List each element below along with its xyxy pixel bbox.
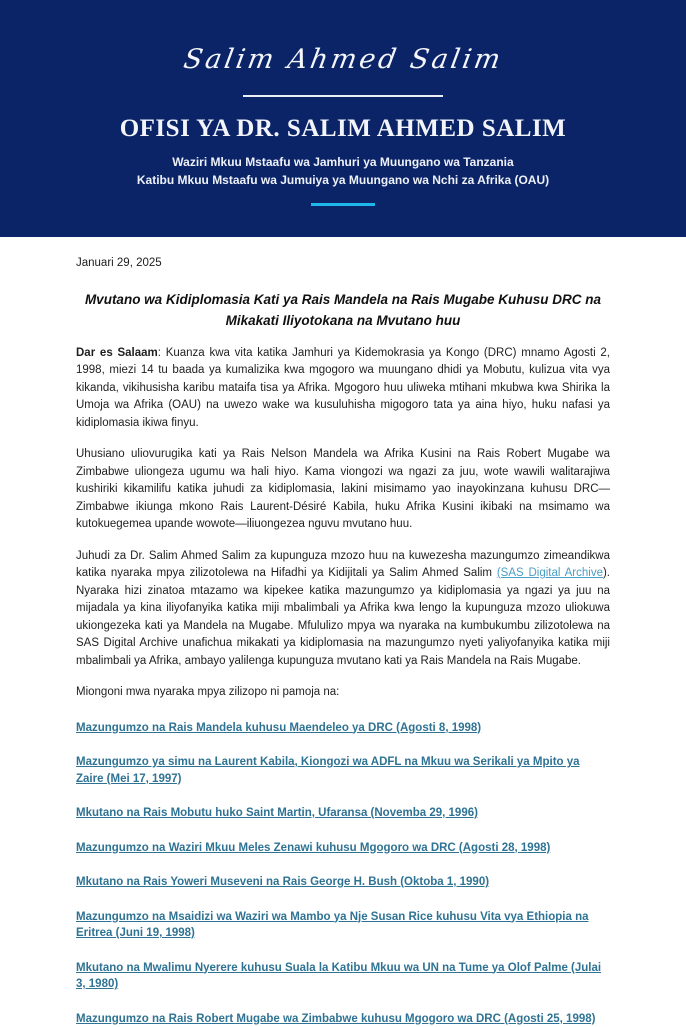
office-subtitle-line1: Waziri Mkuu Mstaafu wa Jamhuri ya Muungano wa Tanzania bbox=[137, 153, 549, 171]
sas-digital-archive-link[interactable]: (SAS Digital Archive bbox=[497, 567, 603, 579]
paragraph-2: Uhusiano uliovurugika kati ya Rais Nelson Mandela wa Afrika Kusini na Rais Robert Mugabe wa Zimbabwe uliongeza ugumu wa hali hiyo. Kama viongozi wa ngazi za juu, wote wawili walitarajiwa kushiriki kikamilifu katika juhudi za kidiplomasia, lakini misimamo yao inayokinzana kuhusu DRC—Zimbabwe ikiunga mkono Rais Laurent-Désiré Kabila, huku Afrika Kusini ikibaki na msimamo wa kutokuegemea upande wowote—iliuongezea nguvu mvutano huu. bbox=[76, 446, 610, 534]
document-body bbox=[0, 237, 686, 1027]
paragraph-3 bbox=[76, 548, 610, 671]
dateline-label: Dar es Salaam bbox=[76, 347, 158, 359]
office-subtitle bbox=[137, 153, 549, 189]
document-link-8[interactable]: Mazungumzo na Rais Robert Mugabe wa Zimbabwe kuhusu Mgogoro wa DRC (Agosti 25, 1998) bbox=[76, 1011, 610, 1027]
letterhead-header bbox=[0, 0, 686, 237]
document-link-6[interactable]: Mazungumzo na Msaidizi wa Waziri wa Mambo ya Nje Susan Rice kuhusu Vita vya Ethiopia na Eritrea (Juni 19, 1998) bbox=[76, 909, 610, 942]
document-link-4[interactable]: Mazungumzo na Waziri Mkuu Meles Zenawi kuhusu Mgogoro wa DRC (Agosti 28, 1998) bbox=[76, 840, 610, 857]
paragraph-1 bbox=[76, 345, 610, 433]
office-title: OFISI YA DR. SALIM AHMED SALIM bbox=[120, 115, 567, 143]
document-links bbox=[76, 720, 610, 1027]
document-link-7[interactable]: Mkutano na Mwalimu Nyerere kuhusu Suala la Katibu Mkuu wa UN na Tume ya Olof Palme (Julai 3, 1980) bbox=[76, 960, 610, 993]
office-subtitle-line2: Katibu Mkuu Mstaafu wa Jumuiya ya Muungano wa Nchi za Afrika (OAU) bbox=[137, 171, 549, 189]
document-link-2[interactable]: Mazungumzo ya simu na Laurent Kabila, Kiongozi wa ADFL na Mkuu wa Serikali ya Mpito ya Zaire (Mei 17, 1997) bbox=[76, 754, 610, 787]
document-date: Januari 29, 2025 bbox=[76, 255, 610, 273]
paragraph-3-pre: Juhudi za Dr. Salim Ahmed Salim za kupunguza mzozo huu na kuwezesha mazungumzo zimeandikwa katika nyaraka mpya zilizotolewa na Hifadhi ya Kidijitali ya Salim Ahmed Salim bbox=[76, 550, 610, 580]
list-intro: Miongoni mwa nyaraka mpya zilizopo ni pamoja na: bbox=[76, 684, 610, 702]
paragraph-3-post: ). Nyaraka hizi zinatoa mtazamo wa kipekee katika mazungumzo ya kidiplomasia ya ngazi ya juu na mijadala ya kina iliyofanyika katika miji mbalimbali ya Afrika kwa lengo la kupunguza mzozo uliokuwa ukiongezeka kati ya Mandela na Mugabe. Mfululizo mpya wa nyaraka na kumbukumbu zilizotolewa na SAS Digital Archive unafichua mikakati ya kidiplomasia na mazungumzo nyeti yaliyofanyika katika miji mbalimbali ya Afrika, ambayo yalilenga kupunguza mvutano kati ya Rais Mandela na Rais Mugabe. bbox=[76, 567, 610, 667]
signature-logo: Salim Ahmed Salim bbox=[181, 46, 505, 73]
signature-divider bbox=[243, 95, 443, 97]
paragraph-1-text: : Kuanza kwa vita katika Jamhuri ya Kidemokrasia ya Kongo (DRC) mnamo Agosti 2, 1998, miezi 14 tu baada ya kumalizika kwa mgogoro wa muungano dhidi ya Mobutu, kulizua vita vya kikanda, vikihusisha karibu mataifa tisa ya Afrika. Mgogoro huu uliweka mtihani mkubwa kwa Shirika la Umoja wa Afrika (OAU) na uwezo wake wa kusuluhisha migogoro tata ya aina hiyo, huku nafasi ya kidiplomasia ikiwa finyu. bbox=[76, 347, 610, 429]
document-title: Mvutano wa Kidiplomasia Kati ya Rais Mandela na Rais Mugabe Kuhusu DRC na Mikakati Iliyotokana na Mvutano huu bbox=[76, 289, 610, 331]
document-link-5[interactable]: Mkutano na Rais Yoweri Museveni na Rais George H. Bush (Oktoba 1, 1990) bbox=[76, 874, 610, 891]
accent-underline bbox=[311, 203, 375, 206]
document-link-1[interactable]: Mazungumzo na Rais Mandela kuhusu Maendeleo ya DRC (Agosti 8, 1998) bbox=[76, 720, 610, 737]
document-link-3[interactable]: Mkutano na Rais Mobutu huko Saint Martin, Ufaransa (Novemba 29, 1996) bbox=[76, 805, 610, 822]
